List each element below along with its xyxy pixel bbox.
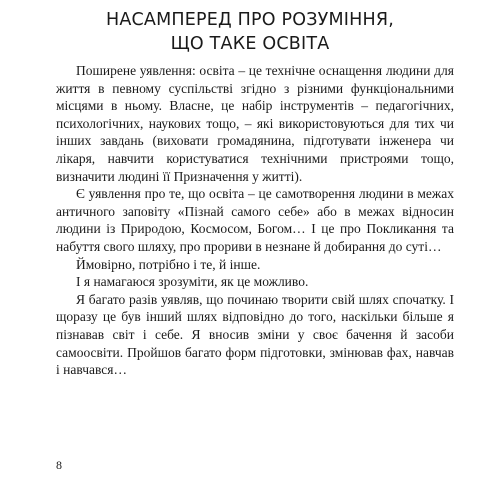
page-number: 8 (56, 458, 62, 472)
chapter-title-line-2: ЩО ТАКЕ ОСВІТА (170, 34, 330, 54)
paragraph-5: Я багато разів уявляв, що починаю творити свій шлях спочатку. І щоразу це був інший шлях відповідно до того, наскільки більше я пізнавав світ і себе. Я вносив зміни у своє бачення й засоби самоосвіти. Пройшов багато форм підготовки, змінював фах, навчав і навчався… (56, 291, 454, 378)
paragraph-3: Ймовірно, потрібно і те, й інше. (76, 256, 261, 272)
paragraph-4: І я намагаюся зрозуміти, як це можливо. (76, 274, 309, 290)
body-text (56, 62, 454, 379)
paragraph-2: Є уявлення про те, що освіта – це самотворення людини в межах античного заповіту «Пізнай самого себе» або в межах відносин людини із Природою, Космосом, Богом… І це про Покликання та набуття свого шляху, про прориви в незнане й добирання до суті… (56, 186, 454, 254)
chapter-title-line-1: НАСАМПЕРЕД ПРО РОЗУМІННЯ, (105, 10, 395, 30)
chapter-title (40, 8, 460, 56)
paragraph-1: Поширене уявлення: освіта – це технічне оснащення людини для життя в певному суспільстві згідно з різними функціональними місцями в ньому. Власне, це набір інструментів – педагогічних, психологічних, наукових тощо, – які використовуються для тих чи інших завдань (виховати громадянина, підготувати інженера чи лікаря, навчити користуватися технічними пристроями тощо, визначити людині її Призначення у житті). (56, 63, 454, 184)
